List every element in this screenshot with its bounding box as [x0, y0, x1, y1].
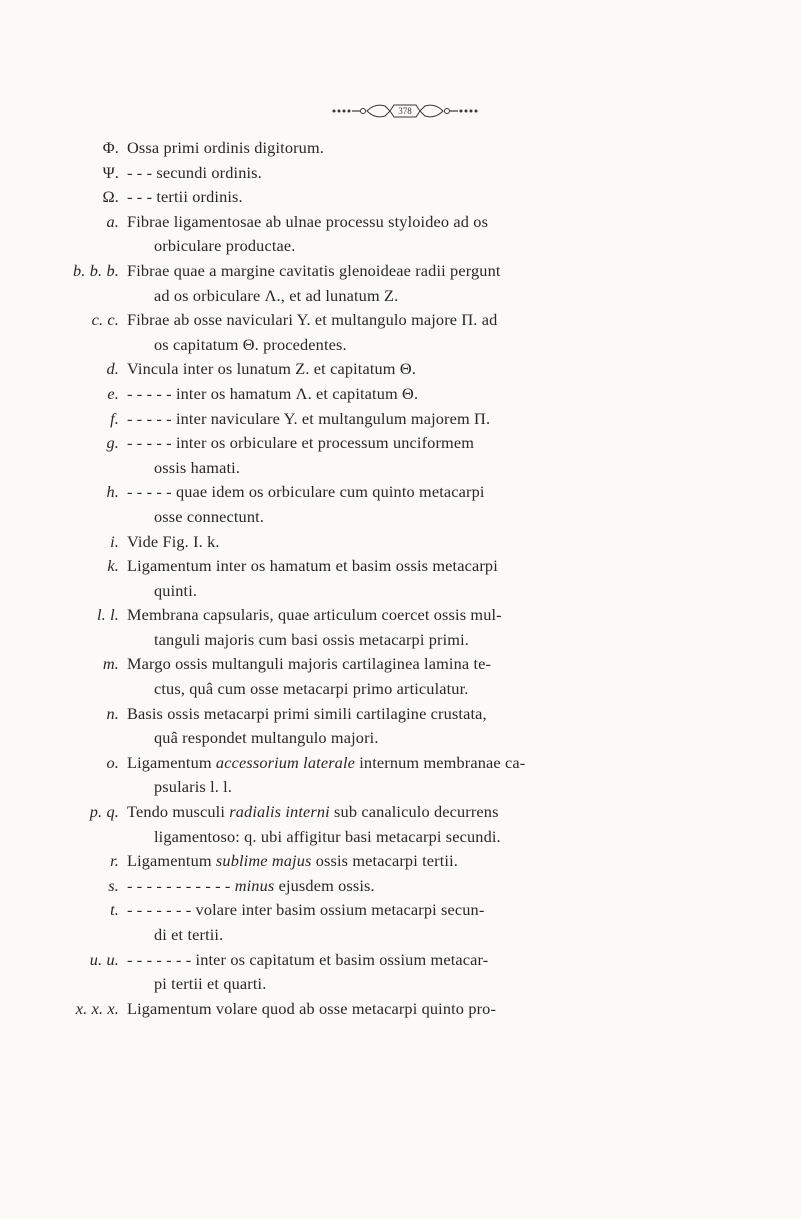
entry-text — [127, 652, 747, 701]
legend-entry — [0, 308, 801, 357]
entry-text — [127, 431, 747, 480]
entry-text — [127, 480, 747, 529]
entry-text — [127, 751, 747, 800]
entry-label: o. — [106, 752, 119, 772]
entry-line: ossis hamati. — [154, 457, 241, 477]
entry-text — [127, 357, 747, 382]
ornament-dot-icon — [348, 110, 350, 112]
entry-line: quâ respondet multangulo majori. — [154, 728, 379, 748]
entry-text — [127, 554, 747, 603]
ornament-dot-icon — [343, 110, 345, 112]
entry-line: Basis ossis metacarpi primi simili cartilagine crustata, — [127, 703, 487, 723]
entry-text — [127, 948, 747, 997]
entry-line: os capitatum Θ. procedentes. — [154, 334, 347, 354]
entry-line — [127, 874, 747, 899]
legend-entry — [0, 161, 801, 186]
entry-text — [127, 874, 747, 899]
entry-line: ligamentoso: q. ubi affigitur basi metacarpi secundi. — [154, 826, 501, 846]
entry-label: Ω. — [102, 187, 119, 207]
entry-text — [127, 800, 747, 849]
entry-label: Ψ. — [102, 162, 119, 182]
entry-line: - - - - - quae idem os orbiculare cum quinto metacarpi — [127, 482, 485, 502]
legend-entry — [0, 185, 801, 210]
ornament-dot-icon — [475, 110, 477, 112]
entry-label: b. b. b. — [73, 260, 119, 280]
legend-entries — [0, 136, 801, 1021]
legend-entry — [0, 898, 801, 947]
entry-text — [127, 997, 747, 1022]
entry-label: a. — [106, 211, 119, 231]
italic-term: minus — [234, 875, 275, 895]
italic-term: radialis interni — [229, 802, 330, 822]
entry-line: Ossa primi ordinis digitorum. — [127, 138, 325, 157]
entry-label: t. — [110, 900, 119, 920]
entry-line: quinti. — [154, 580, 198, 600]
entry-line: Vincula inter os lunatum Z. et capitatum Θ. — [127, 359, 416, 379]
entry-line: pi tertii et quarti. — [154, 974, 267, 994]
italic-term: sublime majus — [215, 851, 312, 871]
entry-line: Margo ossis multanguli majoris cartilaginea lamina te- — [127, 654, 492, 674]
entry-line — [127, 751, 747, 776]
entry-line-part: Tendo musculi — [127, 802, 230, 822]
legend-entry — [0, 480, 801, 529]
legend-entry — [0, 997, 801, 1022]
legend-entry — [0, 874, 801, 899]
entry-label: i. — [110, 531, 119, 551]
entry-line: - - - - - inter os orbiculare et processum unciformem — [127, 433, 475, 453]
ornament-dot-icon — [465, 110, 467, 112]
legend-entry — [0, 702, 801, 751]
entry-line-part: ejusdem ossis. — [274, 875, 375, 895]
entry-line: - - - - - - - volare inter basim ossium metacarpi secun- — [127, 900, 485, 920]
entry-label: r. — [110, 851, 119, 871]
entry-line-part: sub canaliculo decurrens — [329, 802, 499, 822]
legend-entry — [0, 652, 801, 701]
entry-text — [127, 382, 747, 407]
entry-line-part: Ligamentum — [127, 752, 216, 772]
entry-label: s. — [108, 875, 119, 895]
entry-line: Vide Fig. I. k. — [127, 531, 220, 551]
ornament-dot-icon — [338, 110, 340, 112]
entry-line: - - - tertii ordinis. — [127, 187, 243, 207]
ornament-dot-icon — [333, 110, 335, 112]
ornament-dot-icon — [460, 110, 462, 112]
legend-entry — [0, 554, 801, 603]
entry-text — [127, 161, 747, 186]
entry-line: - - - - - - - inter os capitatum et basim ossium metacar- — [127, 949, 489, 969]
legend-entry — [0, 382, 801, 407]
legend-entry — [0, 800, 801, 849]
entry-label: u. u. — [89, 949, 119, 969]
legend-entry — [0, 136, 801, 161]
entry-text — [127, 603, 747, 652]
entry-line: Fibrae ligamentosae ab ulnae processu styloideo ad os — [127, 211, 489, 231]
entry-text — [127, 308, 747, 357]
page-header-ornament — [330, 100, 480, 122]
entry-line: - - - secundi ordinis. — [127, 162, 262, 182]
entry-label: m. — [102, 654, 119, 674]
legend-entry — [0, 357, 801, 382]
entry-line: Fibrae quae a margine cavitatis glenoideae radii pergunt — [127, 260, 501, 280]
entry-line: Ligamentum volare quod ab osse metacarpi quinto pro- — [127, 998, 497, 1018]
entry-text — [127, 210, 747, 259]
legend-entry — [0, 407, 801, 432]
entry-text — [127, 849, 747, 874]
entry-label: c. c. — [91, 310, 119, 330]
entry-label: d. — [106, 359, 119, 379]
entry-label: f. — [110, 408, 119, 428]
entry-text — [127, 136, 747, 161]
legend-entry — [0, 849, 801, 874]
legend-entry — [0, 603, 801, 652]
entry-line: Ligamentum inter os hamatum et basim ossis metacarpi — [127, 556, 498, 576]
entry-line-part: Ligamentum — [127, 851, 216, 871]
legend-entry — [0, 431, 801, 480]
entry-text — [127, 185, 747, 210]
entry-line: psularis l. l. — [154, 777, 233, 797]
entry-label: Φ. — [102, 138, 119, 157]
entry-label: p. q. — [89, 802, 119, 822]
entry-line-part: ossis metacarpi tertii. — [311, 851, 458, 871]
entry-label: n. — [106, 703, 119, 723]
entry-text — [127, 898, 747, 947]
entry-text — [127, 702, 747, 751]
entry-line-part: - - - - - - - - - - - — [127, 875, 235, 895]
entry-label: g. — [106, 433, 119, 453]
entry-line: Membrana capsularis, quae articulum coercet ossis mul- — [127, 605, 502, 625]
entry-text — [127, 530, 747, 555]
entry-line-part: internum membranae ca- — [355, 752, 526, 772]
legend-entry — [0, 751, 801, 800]
page-number: 378 — [398, 106, 412, 116]
entry-text — [127, 259, 747, 308]
entry-line: tanguli majoris cum basi ossis metacarpi primi. — [154, 629, 469, 649]
entry-text — [127, 407, 747, 432]
entry-label: l. l. — [96, 605, 119, 625]
entry-label: h. — [106, 482, 119, 502]
entry-line — [127, 849, 747, 874]
entry-line: Fibrae ab osse naviculari Y. et multangulo majore Π. ad — [127, 310, 498, 330]
italic-term: accessorium laterale — [215, 752, 356, 772]
entry-line: osse connectunt. — [154, 506, 265, 526]
entry-line: di et tertii. — [154, 925, 224, 944]
entry-line: ctus, quâ cum osse metacarpi primo articulatur. — [154, 679, 469, 699]
entry-label: k. — [107, 556, 119, 576]
entry-line: - - - - - inter os hamatum Λ. et capitatum Θ. — [127, 383, 419, 403]
entry-line: - - - - - inter naviculare Y. et multangulum majorem Π. — [127, 408, 491, 428]
entry-line: ad os orbiculare Λ., et ad lunatum Z. — [154, 285, 399, 305]
entry-label: e. — [107, 383, 119, 403]
legend-entry — [0, 948, 801, 997]
entry-line — [127, 800, 747, 825]
legend-entry — [0, 530, 801, 555]
entry-line: orbiculare productae. — [154, 236, 296, 256]
ornament-dot-icon — [470, 110, 472, 112]
entry-label: x. x. x. — [75, 998, 119, 1018]
legend-entry — [0, 210, 801, 259]
legend-entry — [0, 259, 801, 308]
